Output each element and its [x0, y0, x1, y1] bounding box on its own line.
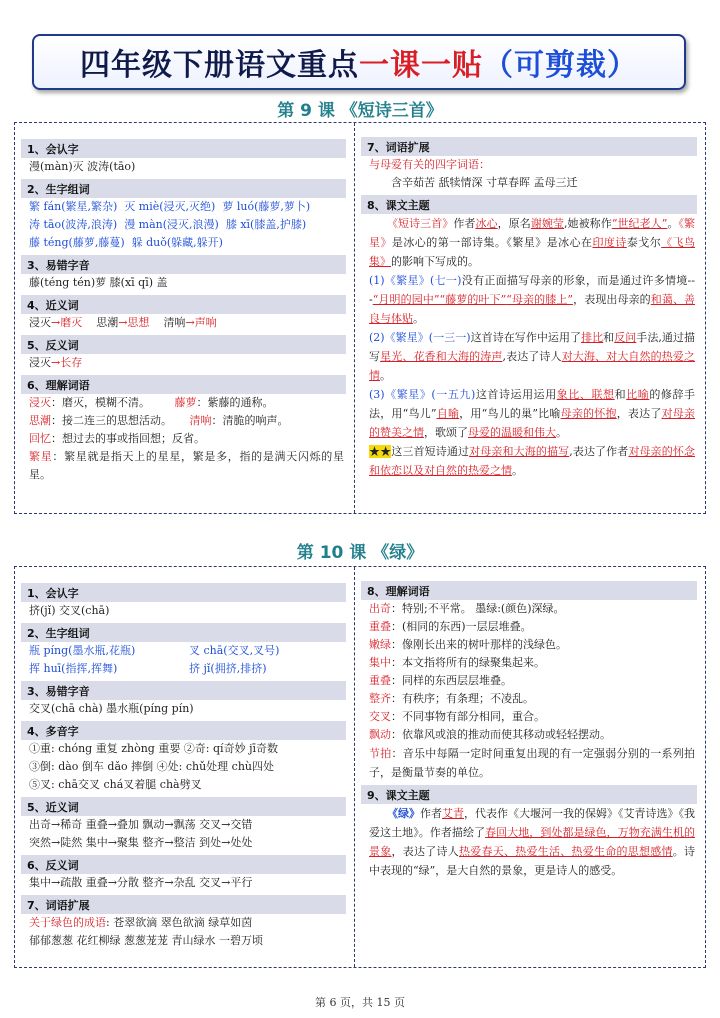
text-span: 。诗中表现的“绿”，是大自然的景象，更是诗人的感受。 — [369, 845, 695, 877]
section-heading: 3、易错字音 — [21, 255, 346, 274]
text-span: “世纪老人” — [611, 217, 668, 230]
term: 重叠 — [369, 674, 391, 687]
text-span: 艾青 — [442, 807, 464, 820]
definition-row — [355, 654, 705, 672]
text-span: 的影响下写成的。 — [391, 255, 479, 268]
section-heading: 4、近义词 — [21, 295, 346, 314]
synonym-word: 思潮 — [96, 316, 119, 329]
definition: ：紫藤的通称。 — [196, 396, 274, 409]
text-span: 谢婉莹 — [530, 217, 564, 230]
definition: ：同样的东西层层堆叠。 — [391, 674, 512, 687]
term: 思潮 — [29, 414, 51, 427]
term: 回忆 — [29, 432, 51, 445]
definition: ：磨灭，模糊不清。 — [51, 396, 150, 409]
term: 重叠 — [369, 620, 391, 633]
word-group-row — [15, 234, 354, 252]
definition-row — [355, 672, 705, 690]
text-span: 印度诗 — [592, 236, 627, 249]
word-group: 藤 téng(藤萝,藤蔓) — [29, 236, 125, 249]
definition: ：清脆的响声。 — [211, 414, 289, 427]
section-heading: 4、多音字 — [21, 721, 346, 740]
section-heading: 9、课文主题 — [361, 785, 697, 804]
definition: ：本文指将所有的绿聚集起来。 — [391, 656, 545, 669]
expansion-words: 含辛茹苦 舐犊情深 寸草春晖 孟母三迁 — [391, 176, 578, 189]
text-span: ，用“鸟儿的巢”比喻 — [459, 407, 561, 420]
definition-row — [15, 394, 354, 412]
pronunciation-line: 交叉(chā chà) 墨水瓶(píng pín) — [29, 702, 194, 715]
text-span: 自喻 — [436, 407, 460, 420]
lesson-9-left-column — [15, 123, 355, 513]
word-group: 萝 luó(藤萝,萝卜) — [222, 200, 311, 213]
text-span: 热爱春天、热爱生活、热爱生命的思想感情 — [459, 845, 673, 858]
text-span: 。 — [380, 369, 391, 382]
text-span: 。 — [667, 217, 679, 230]
theme-paragraph — [355, 385, 705, 442]
text-span: 作者 — [453, 217, 476, 230]
definition: ：想过去的事或指回想；反省。 — [51, 432, 205, 445]
word-group: 繁 fán(繁星,繁杂) — [29, 200, 118, 213]
definition: ：依靠风或浪的推动而使其移动或轻轻摆动。 — [391, 728, 611, 741]
polyphone-line: ③倒: dào 倒车 dǎo 摔倒 ④处: chǔ处理 chù四处 — [29, 760, 274, 773]
pronunciation-line: 藤(téng tén)萝 膝(xī qī) 盖 — [29, 276, 168, 289]
polyphone-line: ⑤叉: chā交叉 chá叉着腿 chà劈叉 — [29, 778, 202, 791]
text-span: 排比 — [581, 331, 604, 344]
word-group-row — [15, 198, 354, 216]
theme-paragraph — [355, 214, 705, 271]
theme-paragraph — [355, 804, 705, 880]
text-span: 泰戈尔 — [626, 236, 662, 249]
text-span: 作者 — [420, 807, 442, 820]
antonym-target: →长存 — [51, 356, 83, 369]
text-span: 。 — [556, 426, 567, 439]
synonym-line: 突然→陡然 集中→聚集 整齐→整洁 到处→处处 — [29, 836, 253, 849]
lesson-10-panel — [14, 566, 706, 968]
term: 嫩绿 — [369, 638, 391, 651]
definition: ：有秩序；有条理；不凌乱。 — [391, 692, 534, 705]
text-span: 比喻 — [626, 388, 650, 401]
text-span: 对大海、对大自然的热爱之情 — [369, 350, 696, 382]
synonym-word: 浸灭 — [29, 316, 51, 329]
synonym-target: →磨灭 — [51, 316, 83, 329]
synonym-word: 清响 — [163, 316, 186, 329]
text-span: (3)《繁星》(一五九) — [369, 388, 476, 401]
text-span: 《短诗三首》 — [387, 217, 454, 230]
term: 浸灭 — [29, 396, 51, 409]
section-heading: 2、生字组词 — [21, 179, 346, 198]
text-span: 和 — [603, 331, 615, 344]
term: 节拍 — [369, 747, 392, 760]
text-span: 对母亲和大海的描写 — [469, 445, 570, 458]
banner-title-main: 四年级下册语文重点 — [80, 48, 359, 83]
word-group: 挤 jǐ(拥挤,排挤) — [189, 662, 267, 675]
definition: ：(相同的东西)一层层堆叠。 — [391, 620, 532, 633]
lesson-9-right-column — [355, 123, 705, 513]
lesson-10-left-column — [15, 567, 355, 967]
lesson-10-title: 第 10 课 《绿》 — [296, 543, 424, 563]
text-span: ，表达了诗人 — [391, 845, 459, 858]
page-number: 第 6 页，共 15 页 — [315, 996, 405, 1009]
text-span: 象比、联想 — [556, 388, 615, 401]
term: 出奇 — [369, 602, 391, 615]
section-heading: 3、易错字音 — [21, 681, 346, 700]
word-group: 涛 tāo(波涛,浪涛) — [29, 218, 118, 231]
theme-summary — [355, 442, 705, 480]
text-span: ，歌颂了 — [424, 426, 468, 439]
expansion-intro: 关于绿色的成语 — [29, 916, 106, 929]
expansion-intro: 与母爱有关的四字词语： — [369, 158, 490, 171]
section-heading: 8、课文主题 — [361, 195, 697, 214]
term: 繁星 — [29, 450, 53, 463]
text-span: ，代表作《大堰河一我的保姆》《艾青诗选》《我爱这土地》。作者描绘了 — [369, 807, 695, 839]
text-span: 的修辞手法，用“鸟儿” — [369, 388, 696, 420]
banner-title-note: （可剪裁） — [483, 48, 638, 83]
section-heading: 2、生字组词 — [21, 623, 346, 642]
section-heading: 7、词语扩展 — [361, 137, 697, 156]
text-span: 。 — [512, 464, 523, 477]
word-group: 瓶 píng(墨水瓶,花瓶) — [29, 644, 136, 657]
definition-row — [15, 412, 354, 430]
definition-row — [355, 726, 705, 744]
definition: ：音乐中每隔一定时间重复出现的有一定强弱分别的一系列拍子，是衡量节奏的单位。 — [369, 747, 695, 779]
text-span: 《绿》 — [387, 807, 420, 820]
text-span: “月明的园中” — [372, 293, 440, 306]
text-span: ,表达了诗人 — [502, 350, 562, 363]
synonym-target: →思想 — [118, 316, 150, 329]
recognize-chars: 漫(màn)灭 波涛(tāo) — [29, 160, 136, 173]
text-span: 《飞鸟集》 — [369, 236, 696, 268]
text-span: ，原名 — [497, 217, 531, 230]
theme-paragraph — [355, 271, 705, 328]
text-span: 对母亲的怀念和依恋以及对自然的热爱之情 — [369, 445, 696, 477]
section-heading: 1、会认字 — [21, 139, 346, 158]
antonym-line: 集中→疏散 重叠→分散 整齐→杂乱 交叉→平行 — [29, 876, 253, 889]
definition-row — [15, 448, 354, 484]
text-span: 手法,通过描写 — [369, 331, 696, 363]
text-span: 星光、花香和大海的涛声 — [380, 350, 503, 363]
section-heading: 5、近义词 — [21, 797, 346, 816]
text-span: 是冰心的第一部诗集。《繁星》是冰心在 — [391, 236, 593, 249]
text-span: 春回大地，到处都是绿色，万物充满生机的景象 — [369, 826, 696, 858]
text-span: 。 — [413, 312, 424, 325]
text-span: 冰心 — [475, 217, 498, 230]
recognize-chars: 挤(jǐ) 交叉(chā) — [29, 604, 110, 617]
banner-title-highlight: 一课一贴 — [359, 48, 483, 83]
synonym-line: 出奇→稀奇 重叠→叠加 飘动→飘荡 交叉→交错 — [29, 818, 253, 831]
word-group: 挥 huī(指挥,挥舞) — [29, 662, 118, 675]
expansion-words: : 苍翠欲滴 翠色欲滴 绿草如茵 — [106, 916, 253, 929]
section-heading: 7、词语扩展 — [21, 895, 346, 914]
word-group-row — [15, 660, 354, 678]
lesson-9-panel — [14, 122, 706, 514]
term: 藤萝 — [174, 396, 197, 409]
text-span: 对母亲的赞美之情 — [369, 407, 696, 439]
definition-row — [15, 430, 354, 448]
definition-row — [355, 636, 705, 654]
text-span: 这三首短诗通过 — [391, 445, 470, 458]
text-span: 没有正面描写母亲的形象，而是通过许多情境--- — [369, 274, 695, 306]
section-heading: 6、反义词 — [21, 855, 346, 874]
text-span: 反问 — [614, 331, 637, 344]
word-group: 灭 miè(浸灭,灭绝) — [124, 200, 216, 213]
word-group: 膝 xī(膝盖,护膝) — [225, 218, 307, 231]
text-span: 这首诗在写作中运用了 — [470, 331, 582, 344]
antonym-word: 浸灭 — [29, 356, 51, 369]
section-heading: 8、理解词语 — [361, 581, 697, 600]
word-group-row — [15, 642, 354, 660]
text-span: 《繁星》 — [369, 217, 696, 249]
polyphone-line: ①重: chóng 重复 zhòng 重要 ②奇: qí奇妙 jī奇数 — [29, 742, 278, 755]
definition: ：特别;不平常。 墨绿:(颜色)深绿。 — [391, 602, 565, 615]
term: 整齐 — [369, 692, 391, 705]
term: 交叉 — [369, 710, 391, 723]
text-span: (2)《繁星》(一三一) — [369, 331, 471, 344]
definition-row — [355, 744, 705, 782]
definition: ：繁星就是指天上的星星，繁是多，指的是满天闪烁的星星。 — [29, 450, 345, 481]
word-group: 漫 màn(浸灭,浪漫) — [124, 218, 219, 231]
definition-row — [355, 690, 705, 708]
synonym-target: →声响 — [185, 316, 217, 329]
section-heading: 1、会认字 — [21, 583, 346, 602]
text-span: 和蔼、善良与体贴 — [369, 293, 696, 325]
expansion-line — [15, 914, 354, 932]
text-span: 这首诗运用运用 — [475, 388, 557, 401]
lesson-9-title: 第 9 课 《短诗三首》 — [277, 101, 443, 121]
synonym-line — [15, 314, 354, 332]
section-heading: 5、反义词 — [21, 335, 346, 354]
definition: ：不同事物有部分相同，重合。 — [391, 710, 545, 723]
text-span: ,她被称作 — [564, 217, 612, 230]
term: 飘动 — [369, 728, 391, 741]
text-span: ，表达了 — [616, 407, 662, 420]
text-span: 母亲的怀抱 — [560, 407, 617, 420]
definition-row — [355, 600, 705, 618]
word-group: 躲 duǒ(躲藏,躲开) — [131, 236, 223, 249]
term: 清响 — [189, 414, 212, 427]
word-group-row — [15, 216, 354, 234]
text-span: ,表达了作者 — [569, 445, 629, 458]
text-span: ，表现出母亲的 — [573, 293, 651, 306]
star-icon: ★★ — [369, 445, 392, 458]
text-span: (1)《繁星》(七一) — [369, 274, 462, 287]
text-span: 和 — [614, 388, 627, 401]
definition-row — [355, 708, 705, 726]
text-span: “藤萝的叶下” — [439, 293, 507, 306]
word-group: 叉 chā(交叉,叉号) — [189, 644, 280, 657]
lesson-10-right-column — [355, 567, 705, 967]
text-span: 母爱的温暖和伟大 — [468, 426, 556, 439]
section-heading: 6、理解词语 — [21, 375, 346, 394]
text-span: “母亲的膝上” — [506, 293, 574, 306]
expansion-words: 郁郁葱葱 花红柳绿 葱葱茏茏 青山绿水 一碧万顷 — [29, 934, 263, 947]
definition: ：像刚长出来的树叶那样的浅绿色。 — [391, 638, 567, 651]
antonym-line — [15, 354, 354, 372]
definition-row — [355, 618, 705, 636]
term: 集中 — [369, 656, 391, 669]
theme-paragraph — [355, 328, 705, 385]
page-banner — [32, 34, 686, 90]
definition: ：接二连三的思想活动。 — [51, 414, 172, 427]
